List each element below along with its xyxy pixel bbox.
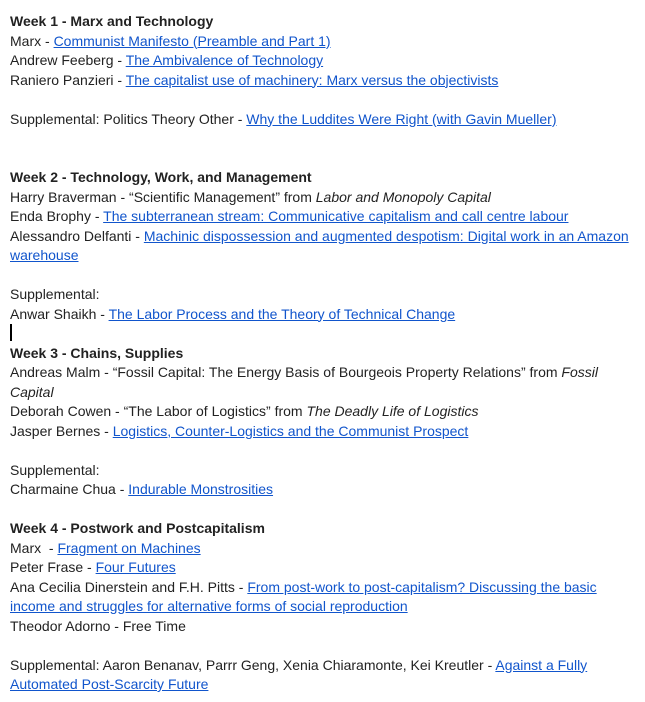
author: Peter Frase -	[10, 559, 96, 575]
reading-link[interactable]: Communist Manifesto (Preamble and Part 1)	[53, 32, 331, 49]
reading-item	[10, 539, 635, 559]
reading-item	[10, 305, 635, 325]
reading-item	[10, 363, 635, 402]
week-4-heading: Week 4 - Postwork and Postcapitalism	[10, 520, 265, 536]
reading-item	[10, 207, 635, 227]
supplemental-prefix: Supplemental: Politics Theory Other -	[10, 110, 247, 127]
reading-title: “Fossil Capital: The Energy Basis of Bourgeois Property Relations” from	[112, 364, 562, 380]
author: Marx -	[10, 539, 58, 556]
reading-item	[10, 188, 635, 208]
author: Ana Cecilia Dinerstein and F.H. Pitts -	[10, 578, 248, 595]
reading-link[interactable]: Indurable Monstrosities	[128, 481, 274, 497]
reading-title: “Scientific Management” from	[129, 188, 316, 205]
author: Andrew Feeberg -	[10, 52, 126, 68]
author: Raniero Panzieri -	[10, 71, 126, 88]
reading-link[interactable]: The subterranean stream: Communicative capitalism and call centre labour	[103, 208, 569, 224]
author: Anwar Shaikh -	[10, 305, 109, 322]
reading-link[interactable]: Machinic dispossession and augmented despotism: Digital work in an Amazon warehouse	[10, 227, 629, 263]
reading-link[interactable]: The Labor Process and the Theory of Technical Change	[108, 305, 456, 322]
week-3-heading: Week 3 - Chains, Supplies	[10, 344, 184, 361]
author: Jasper Bernes -	[10, 422, 113, 439]
reading-link[interactable]: The Ambivalence of Technology	[125, 52, 324, 68]
reading-link[interactable]: Fragment on Machines	[57, 539, 201, 556]
author: Enda Brophy -	[10, 208, 104, 224]
reading-link[interactable]: From post-work to post-capitalism? Discussing the basic income and struggles for alternative forms of social reproduction	[10, 578, 597, 614]
reading-item	[10, 71, 635, 91]
book-title: Fossil Capital	[10, 364, 598, 400]
author: Deborah Cowen -	[10, 403, 124, 419]
book-title: Labor and Monopoly Capital	[315, 188, 491, 205]
reading-title: “The Labor of Logistics” from	[123, 403, 307, 419]
author: Harry Braverman -	[10, 188, 130, 205]
author: Andreas Malm -	[10, 364, 113, 380]
reading-item: Theodor Adorno - Free Time	[10, 617, 186, 634]
reading-link[interactable]: Why the Luddites Were Right (with Gavin Mueller)	[246, 110, 557, 127]
reading-item	[10, 51, 635, 71]
week-2-heading: Week 2 - Technology, Work, and Management	[10, 169, 312, 185]
reading-item	[10, 422, 635, 442]
book-title: The Deadly Life of Logistics	[306, 403, 479, 419]
reading-link[interactable]: Against a Fully Automated Post-Scarcity Future	[10, 656, 588, 692]
reading-item	[10, 578, 635, 617]
text-cursor-line	[10, 324, 635, 344]
reading-item	[10, 558, 635, 578]
supplemental-label: Supplemental:	[10, 286, 100, 302]
supplemental-label: Supplemental:	[10, 461, 100, 478]
reading-item	[10, 402, 635, 422]
reading-item	[10, 227, 635, 266]
reading-link[interactable]: The capitalist use of machinery: Marx versus the objectivists	[125, 71, 499, 88]
reading-link[interactable]: Logistics, Counter-Logistics and the Communist Prospect	[112, 422, 469, 439]
week-1-heading: Week 1 - Marx and Technology	[10, 13, 214, 29]
supplemental-prefix: Supplemental: Aaron Benanav, Parrr Geng, Xenia Chiaramonte, Kei Kreutler -	[10, 656, 496, 673]
reading-item	[10, 32, 635, 52]
author: Alessandro Delfanti -	[10, 227, 144, 244]
text-cursor	[10, 324, 12, 341]
author: Charmaine Chua -	[10, 481, 129, 497]
reading-link[interactable]: Four Futures	[95, 559, 176, 575]
author: Marx -	[10, 32, 54, 49]
supplemental-item	[10, 110, 635, 130]
supplemental-item	[10, 656, 635, 695]
reading-item	[10, 480, 635, 500]
